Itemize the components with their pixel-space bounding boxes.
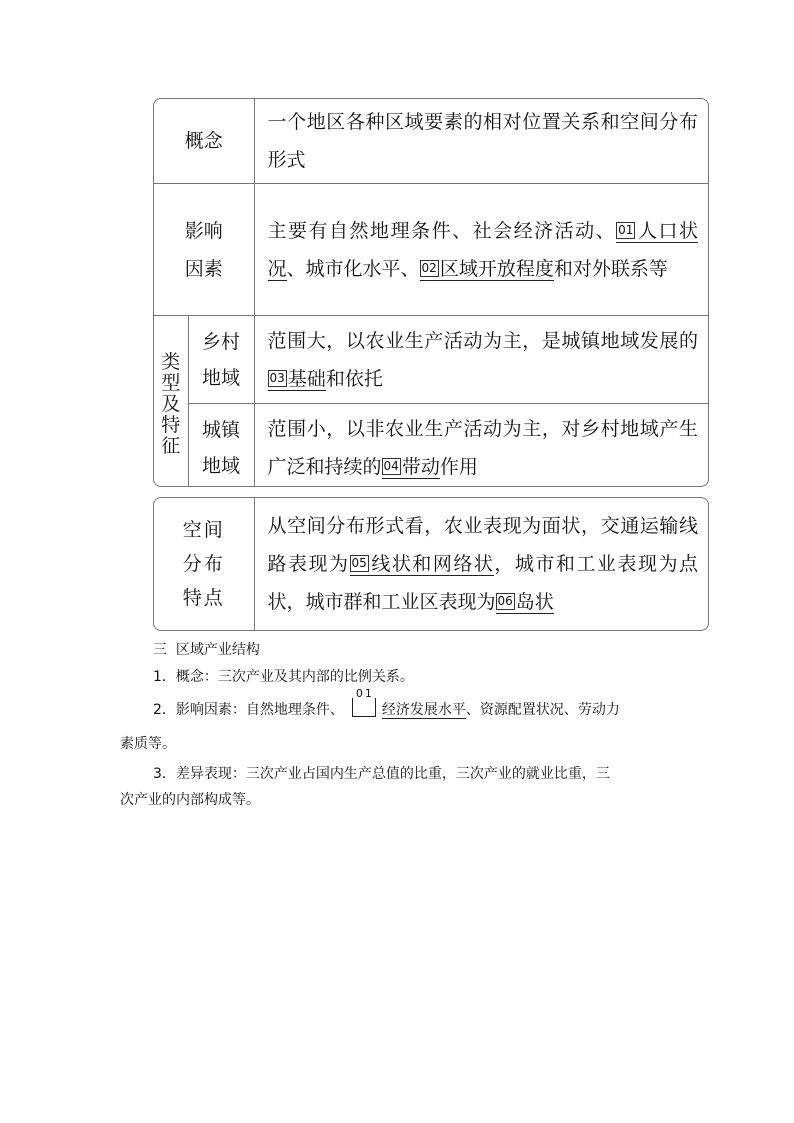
content-text: 和依托 (325, 367, 383, 390)
section-heading: 三 区域产业结构 (153, 642, 260, 658)
blank-answer-text: 线状和网络状 (369, 553, 495, 575)
spatial-structure-table (153, 98, 709, 487)
rural-label: 乡村地域 (202, 330, 241, 389)
fill-blank-answer (496, 591, 554, 614)
item-differences-text: 三次产业占国内生产总值的比重，三次产业的就业比重，三 (245, 766, 610, 782)
fill-blank-answer (382, 456, 440, 479)
blank-number-box: 03 (269, 370, 285, 385)
content-text: 一个地区各种区域要素的相对位置关系和空间分布形式 (267, 111, 698, 171)
blank-answer-text: 人口状况 (267, 219, 698, 280)
blank-answer-text: 岛状 (515, 591, 554, 613)
row-label-factors (154, 184, 254, 316)
type-group-cell (154, 316, 188, 488)
row-label-distribution (154, 498, 254, 630)
item-concept (153, 667, 414, 687)
content-text: 范围大，以农业生产活动为主，是城镇地域发展的 (267, 329, 698, 352)
blank-number-box: 06 (497, 594, 513, 608)
blank-number-box: 05 (351, 556, 367, 570)
row-label-rural (188, 316, 254, 404)
content-text: 作用 (439, 456, 478, 479)
blank-number-box: 02 (421, 260, 437, 275)
blank-answer-text: 区域开放程度 (439, 257, 554, 280)
fill-blank-answer (268, 368, 326, 391)
blank-number: 01 (355, 687, 374, 700)
fill-blank-answer (350, 553, 495, 576)
content-text: 主要有自然地理条件、社会经济活动、 (267, 219, 617, 242)
item-factors-answer: 经济发展水平 (381, 702, 466, 718)
distribution-label: 空间分布特点 (182, 519, 225, 609)
urban-label: 城镇地域 (202, 419, 241, 478)
content-text: 范围小，以非农业生产活动为主，对乡村地域产生广泛和持续的 (267, 418, 698, 479)
blank-answer-text: 基础 (287, 367, 326, 390)
item-differences (153, 764, 713, 784)
row-label-urban (188, 404, 254, 488)
blank-number-box: 01 (618, 222, 634, 237)
blank-number-box: 04 (383, 459, 399, 474)
fill-blank-answer (420, 258, 554, 281)
content-text: 从空间分布形式看，农业表现为面状，交通运输线路表现为 (267, 515, 698, 575)
item-factors-continued: 素质等。 (120, 736, 176, 752)
item-differences-continued: 次产业的内部构成等。 (120, 792, 260, 808)
row-content-factors (254, 184, 708, 316)
type-group-label: 类型及特征 (161, 350, 181, 457)
row-content-urban (254, 404, 708, 488)
blank-answer-text: 带动 (401, 456, 440, 479)
item-concept-label: 1．概念： (153, 669, 218, 685)
item-factors (153, 687, 713, 720)
content-text: ，城市和工业表现为点状，城市群和工业区表现为 (267, 553, 698, 613)
factors-label: 影响因素 (184, 219, 223, 280)
row-label-concept: 概念 (154, 99, 254, 184)
content-text: 和对外联系等 (553, 257, 668, 280)
row-content-distribution (254, 498, 708, 630)
item-factors-pre: 自然地理条件、 (245, 702, 344, 718)
spatial-distribution-table (153, 497, 709, 631)
item-factors-post: 、资源配置状况、劳动力 (465, 702, 620, 718)
content-text: 、城市化水平、 (286, 257, 420, 280)
blank-number-box (352, 687, 376, 717)
row-content-rural (254, 316, 708, 404)
item-concept-text: 三次产业及其内部的比例关系。 (217, 669, 414, 685)
item-factors-label: 2．影响因素： (153, 702, 246, 718)
row-content-concept (254, 99, 708, 184)
item-differences-label: 3．差异表现： (153, 766, 246, 782)
